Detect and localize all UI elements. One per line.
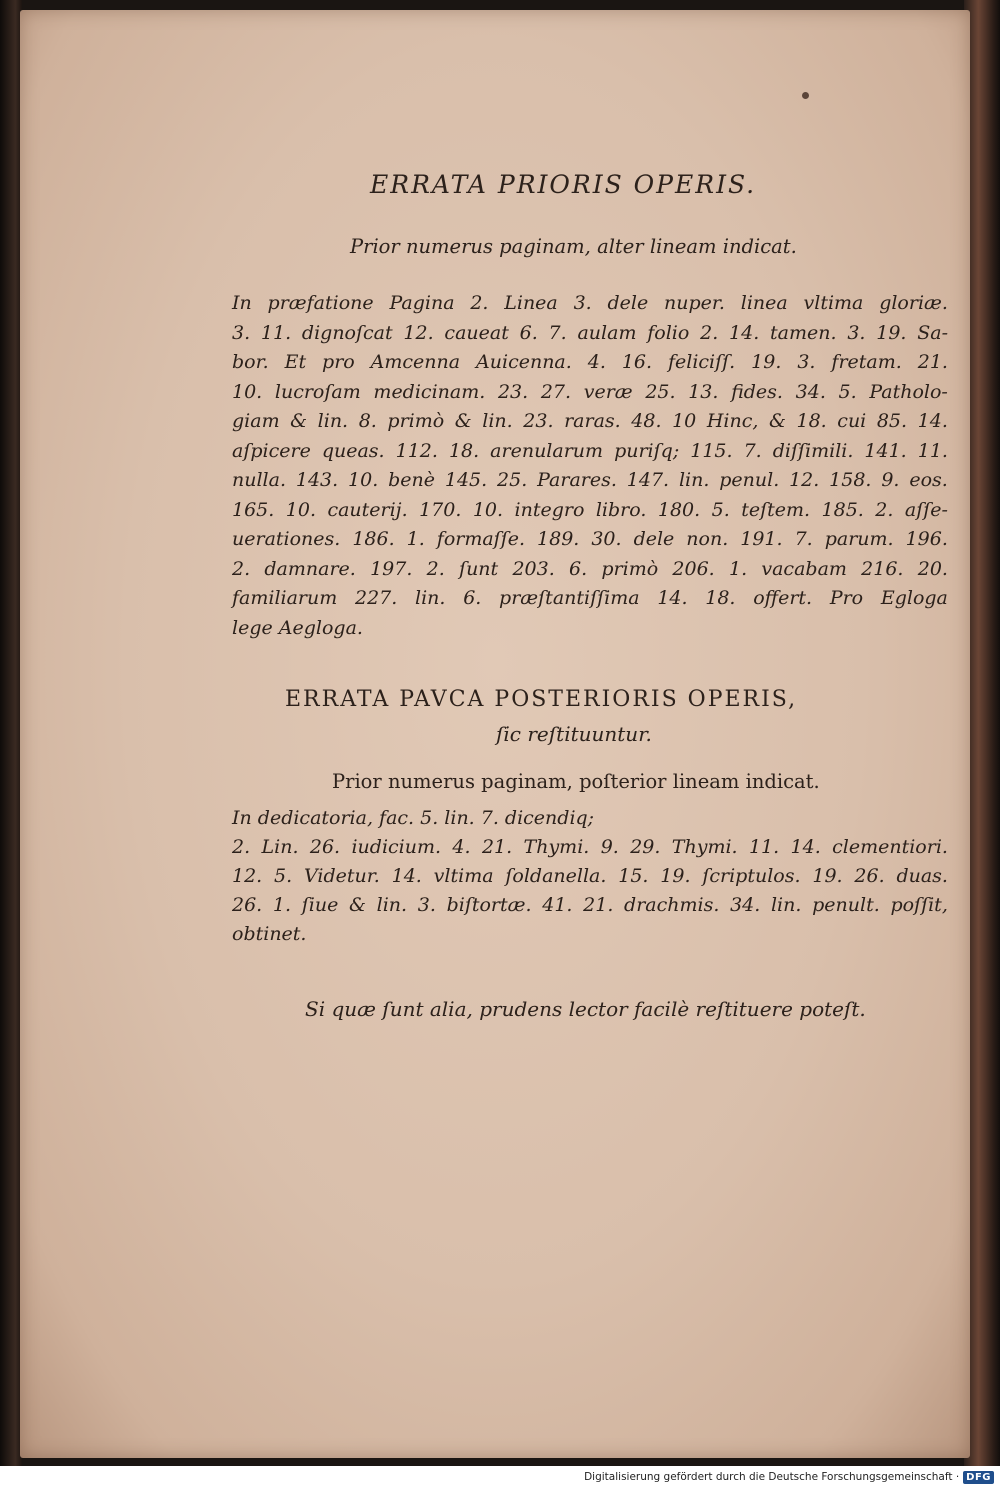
word: Amcenna [370,351,461,373]
errata-prioris-line [232,351,948,381]
errata-posterioris-line: obtinet. [232,923,307,945]
word: 19. [751,351,782,373]
word: benè [388,469,435,491]
word: bor. [232,351,269,373]
word: 14. [917,410,948,432]
word: 26. [854,865,885,887]
errata-prioris-line [232,322,948,352]
word: 112. [395,439,438,462]
word: 2. [232,836,251,858]
word: 19. [660,865,691,887]
word: 11. [748,836,780,858]
word: vltima [803,292,864,314]
word: 3. [573,292,592,314]
errata-posterioris-line [232,894,948,924]
word: 20. [917,557,948,580]
word: 2. [700,321,719,344]
word: duas. [896,865,948,887]
word: 25. [497,469,528,491]
credit-text: Digitalisierung gefördert durch die Deutsche Forschungsgemeinschaft · [584,1471,960,1483]
word: Parares. [537,469,617,491]
word: 30. [591,528,622,550]
word: 7. [794,528,813,550]
word: 9. [600,836,619,858]
word: gloriæ. [879,292,948,314]
errata-prioris-title: ERRATA PRIORIS OPERIS. [370,170,757,199]
word: 7. [743,439,762,462]
word: 12. [232,865,263,887]
word: 170. [419,498,462,521]
word: 14. [391,865,422,887]
word: folio [647,321,690,344]
word: 143. [295,469,339,491]
word: tamen. [770,321,837,344]
word: 3. [797,351,816,373]
word: Videtur. [304,865,380,887]
word: 19. [876,321,907,344]
word: 5. [274,865,293,887]
errata-posterioris-title: ERRATA PAVCA POSTERIORIS OPERIS, [285,687,798,712]
word: 6. [569,557,588,580]
word: 11. [260,321,292,344]
word: fretam. [831,351,902,373]
word: 196. [905,528,948,550]
word: raras. [564,410,621,432]
word: integro [514,498,585,521]
word: queas. [321,439,385,462]
word: 34. [730,894,761,916]
word: 145. [444,469,488,491]
word: 206. [672,557,715,580]
word: 21. [917,351,948,373]
word: dignoſcat [301,321,393,344]
word: 27. [540,380,572,403]
word: lucroſam [274,380,361,403]
word: uerationes. [232,528,341,550]
errata-prioris-line [232,292,948,322]
word: 21. [481,836,513,858]
word: dele [633,528,675,550]
word: 6. [463,587,482,609]
word: nulla. [232,469,286,491]
word: 26. [232,894,263,916]
word: 2. [875,498,894,521]
word: non. [686,528,729,550]
ink-spot [802,92,809,99]
word: dele [607,292,649,314]
word: giam [232,410,280,432]
word: lin. [415,587,446,609]
errata-posterioris-title-continued: ſic reſtituuntur. [496,722,652,746]
word: caueat [444,321,509,344]
paper-leaf [20,10,970,1458]
word: 3. [847,321,866,344]
word: nuper. [664,292,725,314]
word: 3. [417,894,436,916]
word: teſtem. [741,498,811,521]
word: ſiue [301,894,339,916]
word: medicinam. [373,380,486,403]
errata-prioris-line [232,469,948,499]
word: 14. [790,836,821,858]
word: 10. [232,380,263,403]
word: præſtantiſſima [499,587,640,609]
word: & [290,410,308,432]
word: penul. [719,469,780,491]
word: In [232,292,252,314]
word: Lin. [261,836,299,858]
digitization-credit [0,1466,1000,1488]
word: Pro [829,587,864,609]
word: 13. [688,380,719,403]
word: 16. [621,351,653,373]
word: primò [387,410,445,432]
word: aſpicere [232,439,311,462]
word: fides. [731,380,783,403]
word: 15. [618,865,649,887]
word: 18. [796,410,827,432]
word: 186. [352,528,395,550]
word: Hinc, [706,410,759,432]
word: 23. [523,410,554,432]
word: offert. [753,587,813,609]
word: vltima [433,865,494,887]
word: drachmis. [624,894,720,916]
word: aulam [577,321,637,344]
dfg-logo: DFG [963,1471,994,1484]
word: veræ [583,380,633,403]
errata-prioris-line [232,558,948,588]
word: 25. [645,380,676,403]
word: 21. [583,894,614,916]
word: ſcriptulos. [702,865,801,887]
errata-posterioris-line [232,865,948,895]
word: 165. [232,498,275,521]
word: ſunt [459,557,499,580]
word: damnare. [264,557,356,580]
word: penult. [812,894,880,916]
errata-posterioris-subtitle: Prior numerus paginam, poſterior lineam indicat. [332,770,820,793]
word: 197. [370,557,413,580]
errata-posterioris-line [232,836,948,866]
word: ſoldanella. [505,865,607,887]
word: 29. [630,836,661,858]
word: 1. [728,557,748,580]
word: 4. [587,351,606,373]
word: Sa- [917,321,948,344]
word: puriſq; [614,439,680,462]
word: 10. [285,498,316,521]
word: Auicenna. [476,351,572,373]
word: 3. [232,321,251,344]
word: 8. [358,410,377,432]
word: lin. [317,410,349,432]
errata-prioris-line [232,587,948,617]
word: 18. [448,439,480,462]
word: 19. [812,865,843,887]
word: 14. [657,587,688,609]
word: arenularum [490,439,604,462]
word: iudicium. [351,836,442,858]
word: 7. [548,321,567,344]
word: 23. [497,380,529,403]
word: 12. [403,321,434,344]
word: biſtortæ. [446,894,532,916]
word: 185. [821,498,864,521]
word: Thymi. [523,836,590,858]
word: familiarum [232,587,338,609]
word: libro. [595,498,647,521]
word: clementiori. [832,836,948,858]
word: Linea [504,292,558,314]
word: Thymi. [671,836,738,858]
word: vacabam [761,557,847,580]
errata-prioris-line [232,440,948,470]
word: 191. [740,528,783,550]
word: & [454,410,472,432]
errata-prioris-line [232,499,948,529]
word: diſſimili. [772,439,854,462]
word: 34. [795,380,826,403]
word: 227. [355,587,398,609]
errata-prioris-line [232,528,948,558]
word: cui [837,410,867,432]
word: 147. [626,469,670,491]
word: 2. [232,557,251,580]
word: feliciſſ. [667,351,736,373]
errata-posterioris-line: In dedicatoria, fac. 5. lin. 7. dicendiq; [232,807,595,829]
word: 12. [789,469,820,491]
word: 2. [426,557,445,580]
word: 10 [672,410,697,432]
word: 48. [631,410,662,432]
word: 5. [838,380,857,403]
word: formaſſe. [436,528,526,550]
errata-prioris-subtitle: Prior numerus paginam, alter lineam indicat. [350,235,797,258]
book-binding-left [0,0,22,1466]
word: 216. [861,557,904,580]
word: 26. [309,836,341,858]
word: 14. [729,321,760,344]
word: Egloga [880,587,948,609]
word: 189. [537,528,580,550]
word: 10. [348,469,379,491]
word: 141. [864,439,907,462]
errata-prioris-line [232,381,948,411]
word: lin. [376,894,408,916]
word: aſſe- [904,498,948,521]
word: 180. [657,498,701,521]
word: primò [601,557,659,580]
word: 158. [829,469,872,491]
word: parum. [824,528,894,550]
word: 1. [406,528,425,550]
word: poſſit, [890,894,948,916]
errata-prioris-line: lege Aegloga. [232,616,363,639]
word: 6. [519,321,538,344]
word: pro [322,351,355,373]
word: Et [284,351,307,373]
word: 203. [512,557,555,580]
word: 4. [452,836,471,858]
word: lin. [678,469,710,491]
word: 2. [470,292,489,314]
word: 11. [917,439,948,462]
word: 85. [876,410,908,432]
closing-note: Si quæ ſunt alia, prudens lector facilè reſtituere poteſt. [305,997,866,1021]
word: & [769,410,786,432]
word: eos. [909,469,948,491]
word: linea [740,292,788,314]
word: Patholo- [869,380,948,403]
word: 9. [881,469,900,491]
word: 1. [272,894,292,916]
word: præfatione [267,292,374,314]
word: cauterij. [327,498,408,521]
word: 115. [690,439,733,462]
word: Pagina [389,292,455,314]
errata-prioris-line [232,410,948,440]
word: 18. [705,587,736,609]
word: 10. [472,498,504,521]
word: 41. [542,894,573,916]
word: & [349,894,366,916]
word: 5. [711,498,730,521]
word: lin. [770,894,802,916]
word: lin. [482,410,513,432]
